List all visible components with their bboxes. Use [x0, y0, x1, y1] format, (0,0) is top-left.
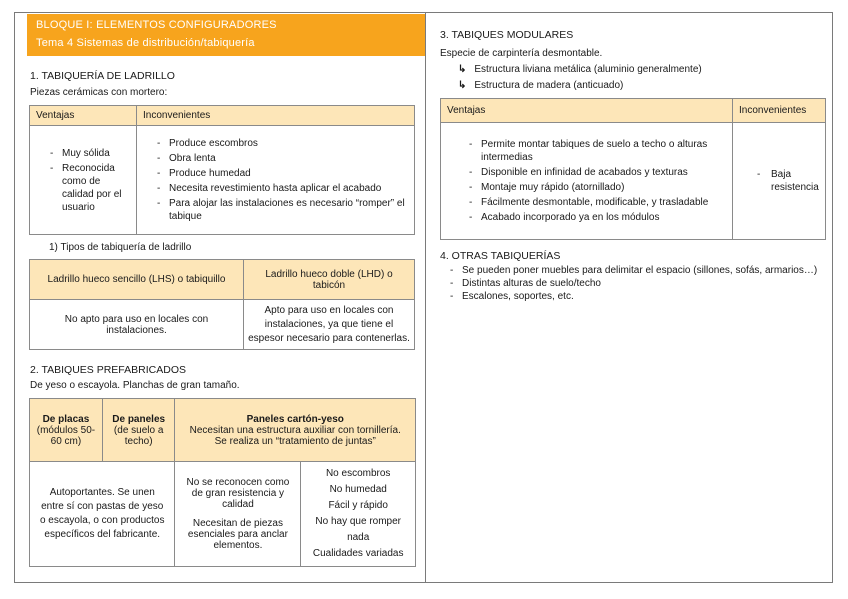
- modular-inconvenientes-cell: [733, 123, 826, 240]
- section-3-intro: Especie de carpintería desmontable.: [440, 48, 603, 59]
- arrow-icon: ↳: [458, 80, 467, 91]
- list-item: - Distintas alturas de suelo/techo: [448, 277, 820, 290]
- header-banner: [27, 14, 425, 56]
- placas-label: De placas: [42, 413, 90, 425]
- ventajas-cell: [30, 126, 137, 235]
- modular-inconvenientes-list: [755, 168, 821, 194]
- list-item: - Produce humedad: [155, 167, 408, 180]
- list-item: - Muy sólida: [48, 147, 130, 160]
- prefab-ventaja: No humedad: [329, 484, 387, 495]
- topic-title: Tema 4 Sistemas de distribución/tabiquería: [36, 37, 255, 49]
- column-divider: [425, 12, 426, 583]
- list-item: - Obra lenta: [155, 152, 408, 165]
- lhs-header: Ladrillo hueco sencillo (LHS) o tabiquillo: [30, 260, 244, 300]
- section-3-title: 3. TABIQUES MODULARES: [440, 29, 574, 41]
- placas-header: [30, 399, 103, 462]
- ventajas-list: [48, 147, 130, 214]
- prefab-inconvenientes-cell: [175, 462, 301, 567]
- paneles-sub: (de suelo a techo): [113, 424, 164, 447]
- prefab-ventaja: Cualidades variadas: [312, 548, 404, 559]
- section-1-title: 1. TABIQUERÍA DE LADRILLO: [30, 70, 175, 82]
- paneles-label: De paneles: [112, 413, 166, 425]
- autoportantes-cell: Autoportantes. Se unen entre sí con pastas de yeso o escayola, o con productos específicos del fabricante.: [30, 462, 175, 567]
- carton-yeso-header: [175, 399, 416, 462]
- list-item: - Para alojar las instalaciones es necesario “romper” el tabique: [155, 197, 408, 223]
- paneles-header: [102, 399, 175, 462]
- list-item: - Permite montar tabiques de suelo a techo o alturas intermedias: [467, 138, 724, 164]
- section-2-title: 2. TABIQUES PREFABRICADOS: [30, 364, 186, 376]
- modular-ventajas-list: [467, 138, 724, 224]
- modular-col-ventajas: Ventajas: [441, 99, 733, 123]
- prefab-ventaja: No escombros: [325, 468, 391, 479]
- list-item: - Necesita revestimiento hasta aplicar el acabado: [155, 182, 408, 195]
- section-1-intro: Piezas cerámicas con mortero:: [30, 87, 168, 98]
- brick-types-table: [29, 259, 415, 350]
- prefab-ventajas-cell: [301, 462, 416, 567]
- lhs-text: No apto para uso en locales con instalaciones.: [30, 300, 244, 350]
- brick-types-title: 1) Tipos de tabiquería de ladrillo: [49, 242, 192, 253]
- placas-sub: (módulos 50-60 cm): [36, 424, 96, 447]
- col-ventajas: Ventajas: [30, 106, 137, 126]
- inconvenientes-list: [155, 137, 408, 223]
- brick-pros-cons-table: [29, 105, 415, 235]
- list-item: - Baja resistencia: [755, 168, 821, 194]
- prefab-ventaja: Fácil y rápido: [328, 500, 388, 511]
- list-item: - Se pueden poner muebles para delimitar el espacio (sillones, sofás, armarios…): [448, 264, 820, 277]
- modular-bullet: [458, 64, 702, 75]
- bullet-text: Estructura de madera (anticuado): [474, 80, 624, 91]
- lhd-header: Ladrillo hueco doble (LHD) o tabicón: [244, 260, 415, 300]
- section-4-title: 4. OTRAS TABIQUERÍAS: [440, 250, 561, 262]
- carton-yeso-sub: Necesitan una estructura auxiliar con tornillería. Se realiza un “tratamiento de juntas”: [189, 424, 401, 447]
- other-list: [448, 264, 820, 303]
- bullet-text: Estructura liviana metálica (aluminio generalmente): [474, 64, 702, 75]
- section-2-intro: De yeso o escayola. Planchas de gran tamaño.: [30, 380, 240, 391]
- arrow-icon: ↳: [458, 64, 467, 75]
- prefab-table: [29, 398, 416, 567]
- carton-yeso-label: Paneles cartón-yeso: [246, 413, 344, 425]
- modular-table: [440, 98, 826, 240]
- modular-bullet: [458, 80, 623, 91]
- list-item: - Disponible en infinidad de acabados y texturas: [467, 166, 724, 179]
- list-item: - Escalones, soportes, etc.: [448, 290, 820, 303]
- list-item: - Montaje muy rápido (atornillado): [467, 181, 724, 194]
- list-item: - Reconocida como de calidad por el usuario: [48, 162, 130, 214]
- modular-ventajas-cell: [441, 123, 733, 240]
- list-item: - Produce escombros: [155, 137, 408, 150]
- inconvenientes-cell: [137, 126, 415, 235]
- list-item: - Fácilmente desmontable, modificable, y trasladable: [467, 196, 724, 209]
- prefab-inconv-2: Necesitan de piezas esenciales para anclar elementos.: [187, 518, 288, 551]
- prefab-inconv-1: No se reconocen como de gran resistencia y calidad: [186, 477, 290, 510]
- modular-col-inconvenientes: Inconvenientes: [733, 99, 826, 123]
- lhd-text: Apto para uso en locales con instalaciones, ya que tiene el espesor necesario para contenerlas.: [244, 300, 415, 350]
- col-inconvenientes: Inconvenientes: [137, 106, 415, 126]
- list-item: - Acabado incorporado ya en los módulos: [467, 211, 724, 224]
- block-title: BLOQUE I: ELEMENTOS CONFIGURADORES: [36, 19, 277, 31]
- prefab-ventaja: No hay que romper nada: [315, 516, 401, 543]
